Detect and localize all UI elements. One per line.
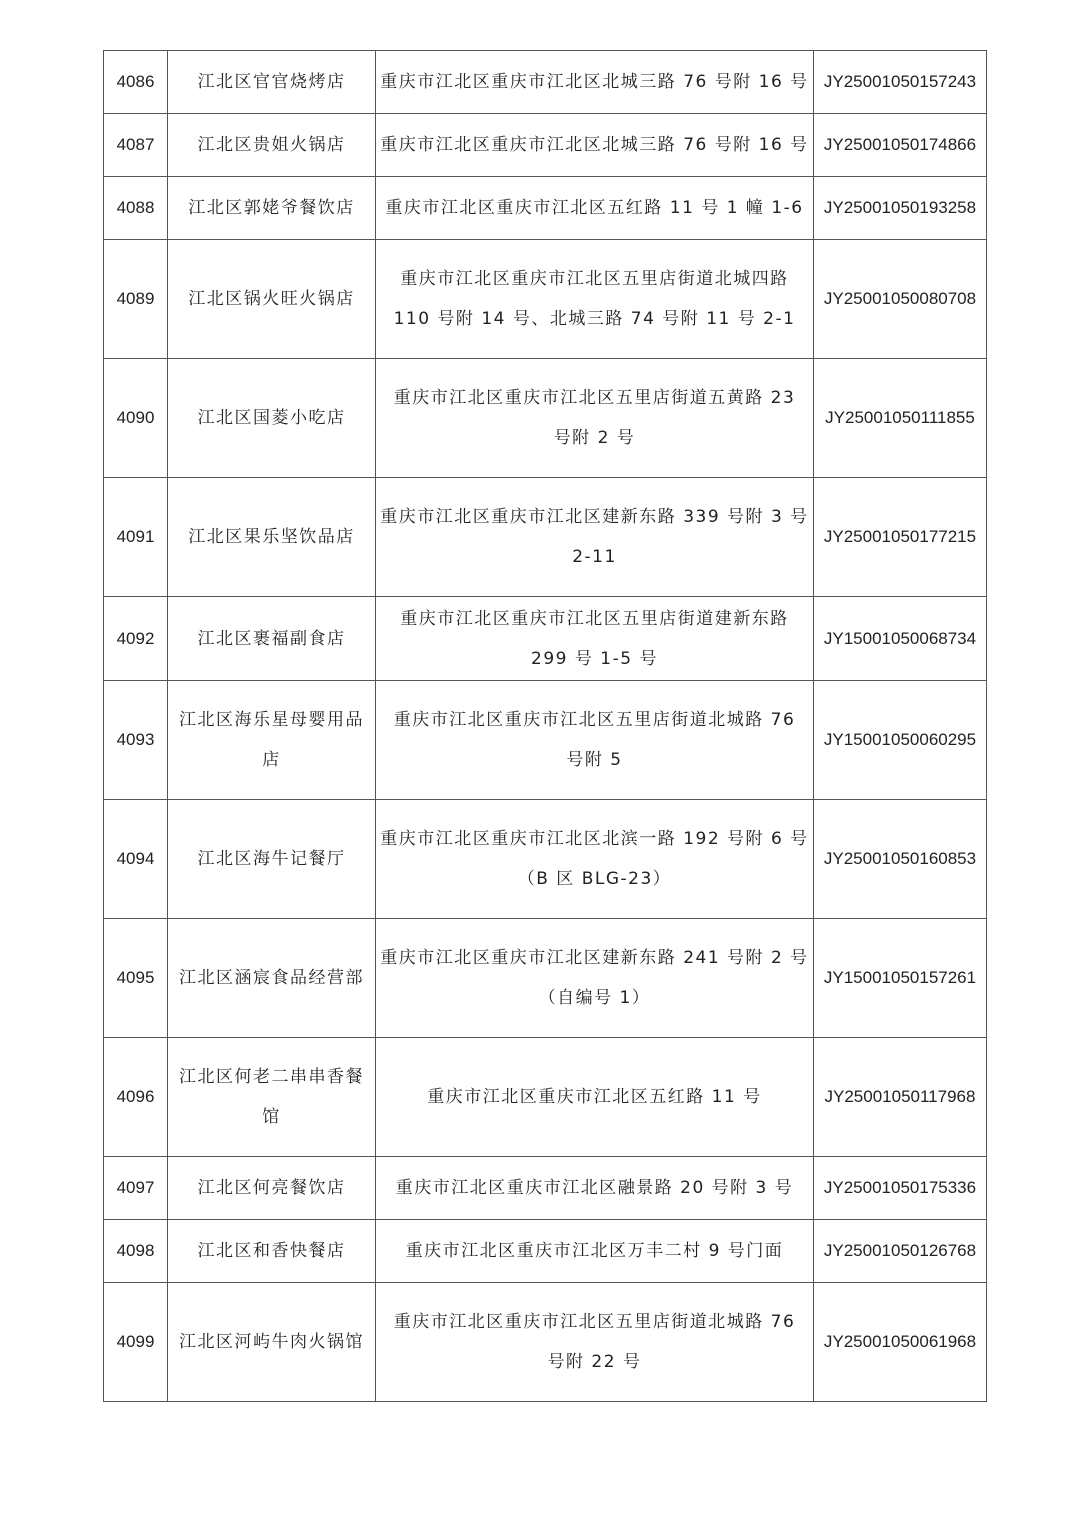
address-line: 299 号 1-5 号 bbox=[531, 648, 658, 669]
table-row bbox=[104, 240, 987, 359]
address-line: 重庆市江北区重庆市江北区融景路 20 号附 3 号 bbox=[395, 1178, 794, 1198]
business-address bbox=[376, 800, 814, 919]
license-number: JY15001050060295 bbox=[814, 681, 987, 800]
license-table bbox=[103, 50, 987, 1402]
business-name: 江北区涵宸食品经营部 bbox=[168, 919, 376, 1038]
table-row bbox=[104, 1220, 987, 1283]
table-row bbox=[104, 478, 987, 597]
business-name: 江北区海乐星母婴用品店 bbox=[168, 681, 376, 800]
table-row bbox=[104, 1157, 987, 1220]
business-address bbox=[376, 114, 814, 177]
address-line: 重庆市江北区重庆市江北区北城三路 76 号附 16 号 bbox=[380, 135, 809, 155]
business-name: 江北区果乐坚饮品店 bbox=[168, 478, 376, 597]
row-number: 4097 bbox=[104, 1157, 168, 1220]
row-number: 4089 bbox=[104, 240, 168, 359]
business-address bbox=[376, 1157, 814, 1220]
address-line: 重庆市江北区重庆市江北区五红路 11 号 bbox=[427, 1087, 762, 1107]
license-number: JY25001050174866 bbox=[814, 114, 987, 177]
table-row bbox=[104, 177, 987, 240]
row-number: 4088 bbox=[104, 177, 168, 240]
business-address bbox=[376, 177, 814, 240]
address-line: 重庆市江北区重庆市江北区建新东路 241 号附 2 号 bbox=[380, 948, 809, 968]
business-address bbox=[376, 240, 814, 359]
license-table-body bbox=[104, 51, 987, 1402]
license-number: JY25001050080708 bbox=[814, 240, 987, 359]
business-name: 江北区裹福副食店 bbox=[168, 597, 376, 681]
address-line: 重庆市江北区重庆市江北区建新东路 339 号附 3 号 bbox=[380, 507, 809, 527]
license-table-container bbox=[103, 50, 987, 1402]
business-address bbox=[376, 919, 814, 1038]
address-line: 重庆市江北区重庆市江北区五里店街道五黄路 23 bbox=[393, 388, 796, 408]
row-number: 4095 bbox=[104, 919, 168, 1038]
row-number: 4090 bbox=[104, 359, 168, 478]
business-address bbox=[376, 359, 814, 478]
business-name: 江北区何亮餐饮店 bbox=[168, 1157, 376, 1220]
license-number: JY15001050157261 bbox=[814, 919, 987, 1038]
address-line: （B 区 BLG-23） bbox=[517, 869, 672, 889]
row-number: 4094 bbox=[104, 800, 168, 919]
license-number: JY25001050177215 bbox=[814, 478, 987, 597]
business-name: 江北区锅火旺火锅店 bbox=[168, 240, 376, 359]
business-address bbox=[376, 597, 814, 681]
table-row bbox=[104, 1038, 987, 1157]
license-number: JY15001050068734 bbox=[814, 597, 987, 681]
license-number: JY25001050160853 bbox=[814, 800, 987, 919]
license-number: JY25001050175336 bbox=[814, 1157, 987, 1220]
table-row bbox=[104, 800, 987, 919]
row-number: 4092 bbox=[104, 597, 168, 681]
business-address bbox=[376, 1038, 814, 1157]
business-address bbox=[376, 51, 814, 114]
address-line: 号附 22 号 bbox=[547, 1352, 642, 1372]
row-number: 4093 bbox=[104, 681, 168, 800]
address-line: 110 号附 14 号、北城三路 74 号附 11 号 2-1 bbox=[393, 309, 796, 329]
address-line: 重庆市江北区重庆市江北区北城三路 76 号附 16 号 bbox=[380, 72, 809, 92]
table-row bbox=[104, 114, 987, 177]
address-line: 重庆市江北区重庆市江北区五里店街道北城路 76 bbox=[393, 1312, 796, 1332]
address-line: 重庆市江北区重庆市江北区五里店街道北城四路 bbox=[400, 269, 789, 289]
table-row bbox=[104, 681, 987, 800]
table-row bbox=[104, 919, 987, 1038]
license-number: JY25001050126768 bbox=[814, 1220, 987, 1283]
row-number: 4098 bbox=[104, 1220, 168, 1283]
business-name: 江北区海牛记餐厅 bbox=[168, 800, 376, 919]
business-name: 江北区国菱小吃店 bbox=[168, 359, 376, 478]
license-number: JY25001050111855 bbox=[814, 359, 987, 478]
row-number: 4091 bbox=[104, 478, 168, 597]
row-number: 4087 bbox=[104, 114, 168, 177]
business-name: 江北区郭姥爷餐饮店 bbox=[168, 177, 376, 240]
business-name: 江北区和香快餐店 bbox=[168, 1220, 376, 1283]
address-line: 重庆市江北区重庆市江北区万丰二村 9 号门面 bbox=[405, 1241, 784, 1261]
table-row bbox=[104, 1283, 987, 1402]
license-number: JY25001050157243 bbox=[814, 51, 987, 114]
table-row bbox=[104, 597, 987, 681]
business-address bbox=[376, 478, 814, 597]
address-line: 2-11 bbox=[572, 547, 617, 567]
business-address bbox=[376, 1283, 814, 1402]
business-address bbox=[376, 681, 814, 800]
business-name: 江北区何老二串串香餐馆 bbox=[168, 1038, 376, 1157]
business-name: 江北区河屿牛肉火锅馆 bbox=[168, 1283, 376, 1402]
license-number: JY25001050193258 bbox=[814, 177, 987, 240]
row-number: 4086 bbox=[104, 51, 168, 114]
address-line: 重庆市江北区重庆市江北区五红路 11 号 1 幢 1-6 bbox=[385, 198, 804, 218]
address-line: 重庆市江北区重庆市江北区五里店街道北城路 76 bbox=[393, 710, 796, 730]
table-row bbox=[104, 51, 987, 114]
address-line: 重庆市江北区重庆市江北区五里店街道建新东路 bbox=[400, 608, 789, 629]
address-line: 号附 2 号 bbox=[553, 428, 636, 448]
business-address bbox=[376, 1220, 814, 1283]
row-number: 4099 bbox=[104, 1283, 168, 1402]
table-row bbox=[104, 359, 987, 478]
business-name: 江北区贵姐火锅店 bbox=[168, 114, 376, 177]
business-name: 江北区官官烧烤店 bbox=[168, 51, 376, 114]
address-line: 号附 5 bbox=[566, 750, 623, 770]
address-line: （自编号 1） bbox=[538, 988, 651, 1008]
address-line: 重庆市江北区重庆市江北区北滨一路 192 号附 6 号 bbox=[380, 829, 809, 849]
license-number: JY25001050061968 bbox=[814, 1283, 987, 1402]
row-number: 4096 bbox=[104, 1038, 168, 1157]
license-number: JY25001050117968 bbox=[814, 1038, 987, 1157]
